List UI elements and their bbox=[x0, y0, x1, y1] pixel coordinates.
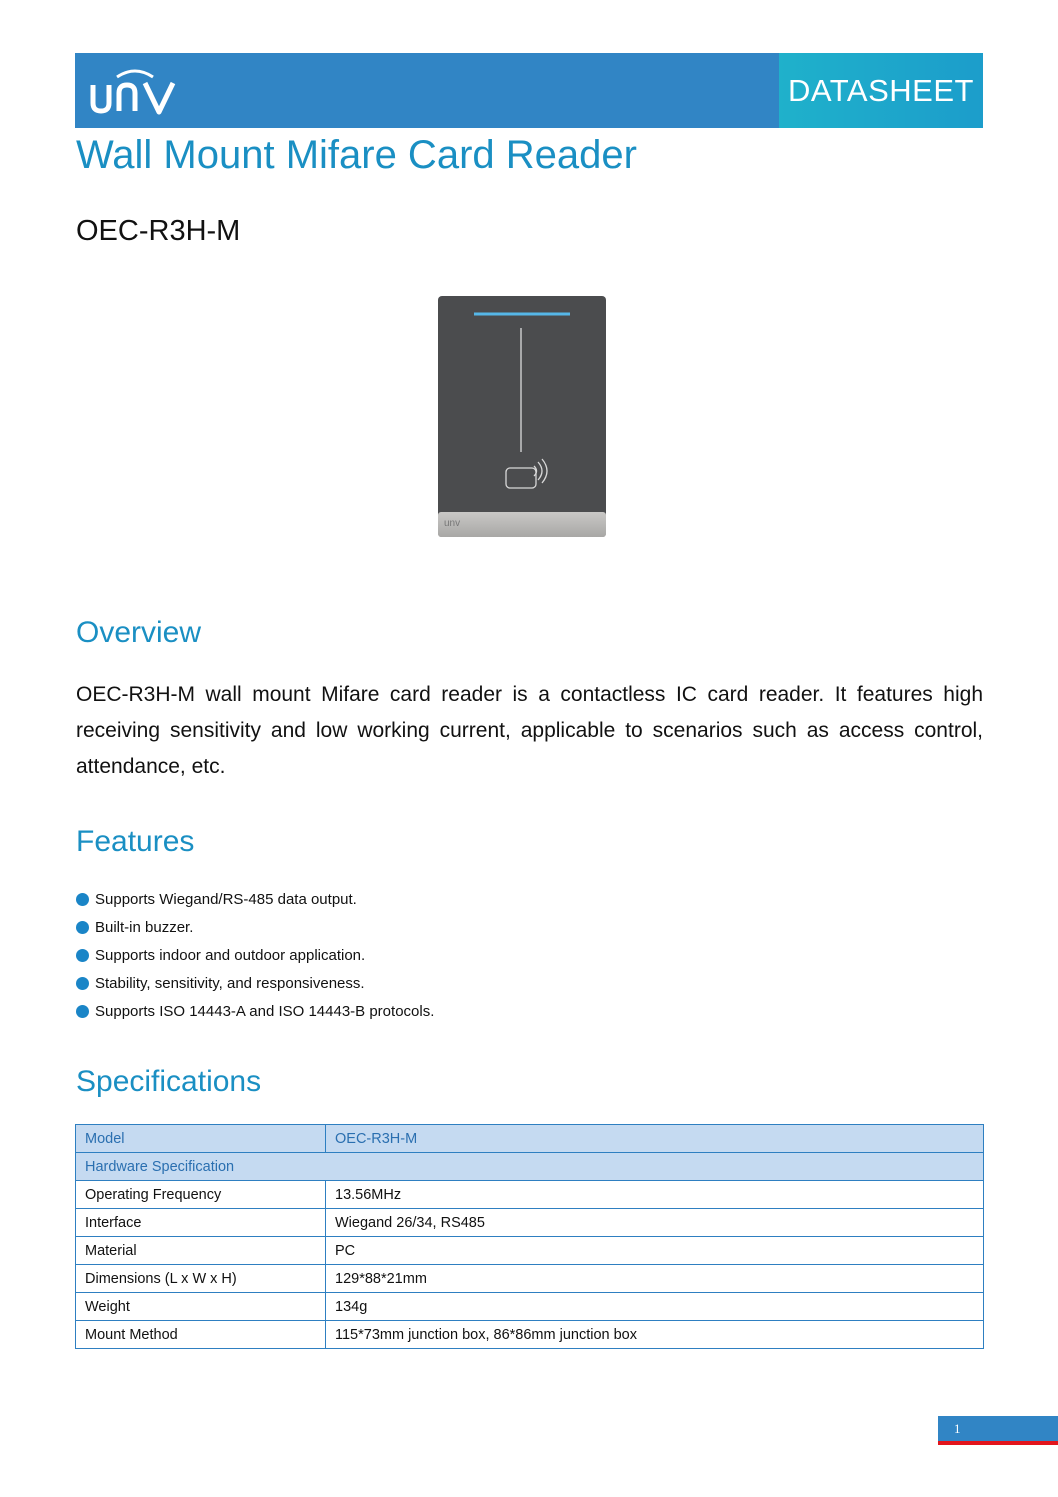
page-title: Wall Mount Mifare Card Reader bbox=[76, 133, 637, 177]
table-row bbox=[76, 1209, 984, 1237]
unv-logo-icon bbox=[89, 65, 181, 117]
table-cell-value: 115*73mm junction box, 86*86mm junction box bbox=[326, 1321, 984, 1349]
table-cell-key: Model bbox=[76, 1125, 326, 1153]
table-row bbox=[76, 1293, 984, 1321]
table-row bbox=[76, 1321, 984, 1349]
bullet-icon bbox=[76, 921, 89, 934]
table-section-label: Hardware Specification bbox=[76, 1153, 984, 1181]
feature-item: Built-in buzzer. bbox=[76, 913, 434, 941]
overview-text: OEC-R3H-M wall mount Mifare card reader is a contactless IC card reader. It features high receiving sensitivity and low working current, applicable to scenarios such as access control, attendance, etc. bbox=[76, 683, 983, 778]
table-cell-key: Interface bbox=[76, 1209, 326, 1237]
table-cell-value: Wiegand 26/34, RS485 bbox=[326, 1209, 984, 1237]
feature-item: Supports ISO 14443-A and ISO 14443-B protocols. bbox=[76, 997, 434, 1025]
feature-item: Supports Wiegand/RS-485 data output. bbox=[76, 885, 434, 913]
table-cell-value: OEC-R3H-M bbox=[326, 1125, 984, 1153]
specifications-table bbox=[75, 1124, 984, 1349]
table-cell-key: Mount Method bbox=[76, 1321, 326, 1349]
table-cell-value: 134g bbox=[326, 1293, 984, 1321]
table-cell-value: 13.56MHz bbox=[326, 1181, 984, 1209]
table-row bbox=[76, 1181, 984, 1209]
model-name: OEC-R3H-M bbox=[76, 215, 241, 247]
bullet-icon bbox=[76, 893, 89, 906]
product-image bbox=[438, 296, 606, 537]
feature-item: Supports indoor and outdoor application. bbox=[76, 941, 434, 969]
device-logo-text: unv bbox=[444, 518, 461, 529]
specifications-heading: Specifications bbox=[76, 1065, 262, 1098]
header-bar bbox=[75, 53, 983, 128]
bullet-icon bbox=[76, 1005, 89, 1018]
table-cell-key: Material bbox=[76, 1237, 326, 1265]
features-heading: Features bbox=[76, 825, 195, 858]
table-cell-key: Operating Frequency bbox=[76, 1181, 326, 1209]
table-section-row bbox=[76, 1153, 984, 1181]
table-header-row bbox=[76, 1125, 984, 1153]
overview-heading: Overview bbox=[76, 616, 202, 649]
features-list bbox=[76, 885, 434, 1025]
bullet-icon bbox=[76, 977, 89, 990]
feature-item: Stability, sensitivity, and responsiveness. bbox=[76, 969, 434, 997]
page-number: 1 bbox=[954, 1421, 961, 1436]
page-number-badge bbox=[938, 1416, 1058, 1445]
datasheet-badge: DATASHEET bbox=[779, 53, 983, 128]
table-cell-value: 129*88*21mm bbox=[326, 1265, 984, 1293]
table-row bbox=[76, 1237, 984, 1265]
table-cell-key: Weight bbox=[76, 1293, 326, 1321]
table-cell-value: PC bbox=[326, 1237, 984, 1265]
bullet-icon bbox=[76, 949, 89, 962]
table-cell-key: Dimensions (L x W x H) bbox=[76, 1265, 326, 1293]
table-row bbox=[76, 1265, 984, 1293]
